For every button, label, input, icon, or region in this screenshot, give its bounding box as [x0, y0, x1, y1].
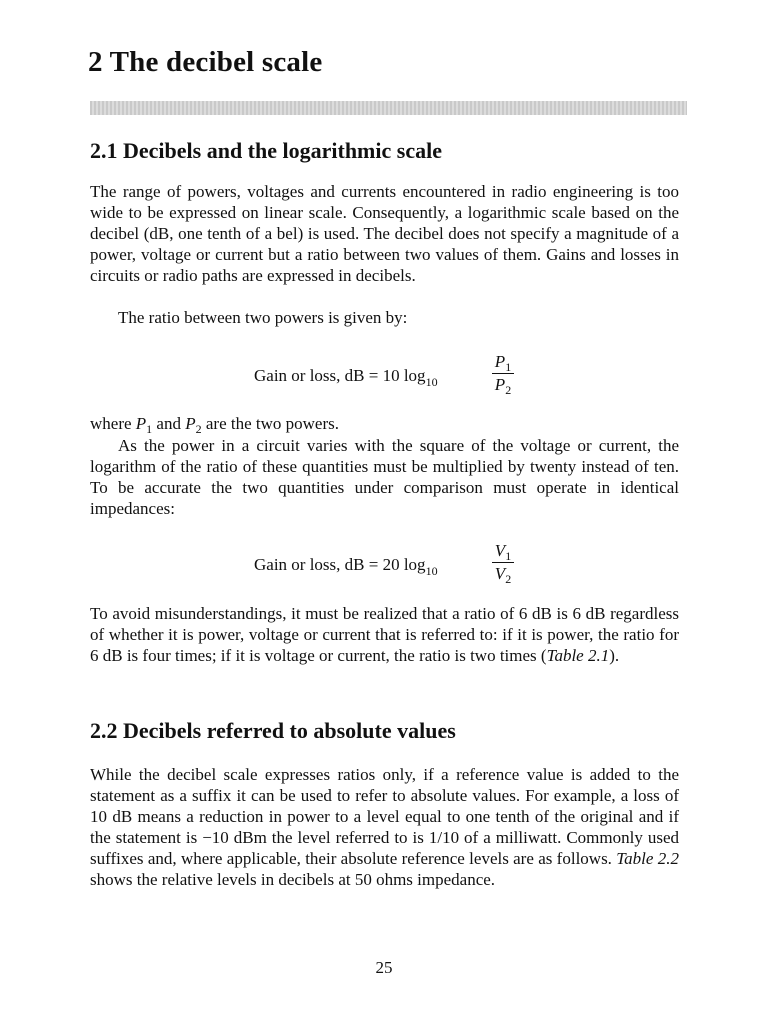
paragraph-misunderstandings: To avoid misunderstandings, it must be realized that a ratio of 6 dB is 6 dB regardless of whether it is power, voltage or current that is referred to: if it is power, the ratio for 6 dB is four times; if it is voltage or current, the ratio is two times (Table 2.1). [90, 604, 679, 666]
paragraph-intro: The range of powers, voltages and currents encountered in radio engineering is too wide to be expressed on linear scale. Consequently, a logarithmic scale based on the decibel (dB, one tenth of a bel) is used. The decibel does not specify a magnitude of a power, voltage or current but a ratio between two values of them. Gains and losses in circuits or radio paths are expressed in decibels. [90, 182, 679, 286]
section-title-2-1: 2.1 Decibels and the logarithmic scale [90, 138, 442, 163]
paragraph-where-powers: where $P_1$ and $P_2$ are the two powers. [90, 414, 339, 436]
title-rule [90, 101, 687, 115]
paragraph-power-ratio: The ratio between two powers is given by: [118, 308, 408, 327]
equation-voltage-lhs: Gain or loss, dB = 20 $\log_{10}$ [254, 555, 438, 578]
equation-power-fraction: $P_1$ $P_2$ [492, 352, 514, 395]
equation-power-lhs: Gain or loss, dB = 10 $\log_{10}$ [254, 366, 438, 389]
paragraph-absolute-values: While the decibel scale expresses ratios only, if a reference value is added to the statement as a suffix it can be used to refer to absolute values. For example, a loss of 10 dB means a reduction in power to a level equal to one tenth of the original and if the statement is −10 dBm the level referred to is 1/10 of a milliwatt. Commonly used suffixes and, where applicable, their absolute reference levels are as follows. Table 2.2 shows the relative levels in decibels at 50 ohms impedance. [90, 765, 679, 890]
section-title-2-2: 2.2 Decibels referred to absolute values [90, 718, 456, 743]
chapter-title: 2 The decibel scale [88, 46, 323, 78]
page-number: 25 [375, 958, 393, 977]
paragraph-voltage-current: As the power in a circuit varies with the square of the voltage or current, the logarithm of the ratio of these quantities must be multiplied by twenty instead of ten. To be accurate the two quantities under comparison must operate in identical impedances: [90, 436, 679, 519]
equation-voltage-fraction: $V_1$ $V_2$ [492, 541, 514, 584]
